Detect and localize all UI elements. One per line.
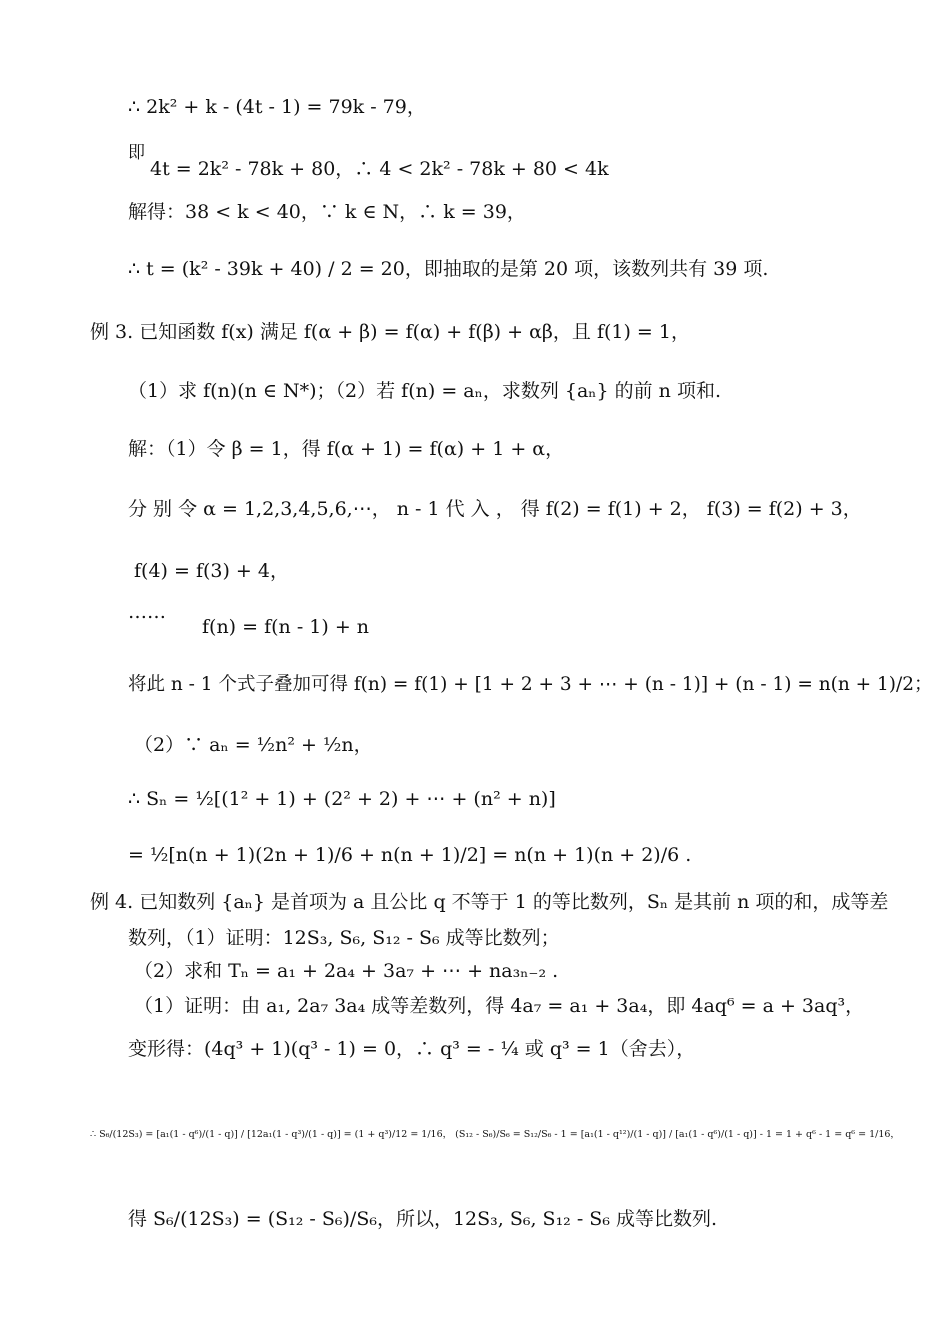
line-fn: f(n) = f(n - 1) + n [202,616,370,638]
example-3-statement: 例 3. 已知函数 f(x) 满足 f(α + β) = f(α) + f(β) + αβ，且 f(1) = 1， [90,321,690,343]
solution-step-1: 解：（1）令 β = 1，得 f(α + 1) = f(α) + 1 + α， [128,438,565,460]
line-03: 解得：38 < k < 40，∵ k ∈ N，∴ k = 39， [128,201,526,223]
example-4-statement: 例 4. 已知数列 {aₙ} 是首项为 a 且公比 q 不等于 1 的等比数列，Sₙ 是其前 n 项的和，成等差 [90,891,889,913]
example-3-questions: （1）求 f(n)(n ∈ N*)；（2）若 f(n) = aₙ，求数列 {aₙ} 的前 n 项和. [128,380,721,402]
line-04: ∴ t = (k² - 39k + 40) / 2 = 20，即抽取的是第 20 项，该数列共有 39 项. [128,258,769,280]
line-02: 4t = 2k² - 78k + 80，∴ 4 < 2k² - 78k + 80 < 4k [150,158,609,180]
proof-step-2: 变形得：(4q³ + 1)(q³ - 1) = 0，∴ q³ = - ¼ 或 q³ = 1（舍去）， [128,1038,696,1060]
example-4-part-2: （2）求和 Tₙ = a₁ + 2a₄ + 3a₇ + ⋯ + na₃ₙ₋₂ . [134,960,559,982]
example-4-part-1: 数列，（1）证明：12S₃, S₆, S₁₂ - S₆ 成等比数列； [128,927,560,949]
an-formula: （2）∵ aₙ = ½n² + ½n， [134,734,373,756]
sn-result: = ½[n(n + 1)(2n + 1)/6 + n(n + 1)/2] = n(n + 1)(n + 2)/6 . [128,844,692,866]
substitution-line: 分 别 令 α = 1,2,3,4,5,6,⋯， n - 1 代 入 ， 得 f(2) = f(1) + 2， f(3) = f(2) + 3， [128,498,862,520]
sum-result: 将此 n - 1 个式子叠加可得 f(n) = f(1) + [1 + 2 + 3 + ⋯ + (n - 1)] + (n - 1) = n(n + 1)/2； [128,674,933,695]
sn-expansion: ∴ Sₙ = ½[(1² + 1) + (2² + 2) + ⋯ + (n² + n)] [128,788,556,810]
ratio-computation: ∴ S₆/(12S₃) = [a₁(1 - q⁶)/(1 - q)] / [12a₁(1 - q³)/(1 - q)] = (1 + q³)/12 = 1/16， (S₁₂ - S₆)/S₆ = S₁₂/S₆ - 1 = [a₁(1 - q¹²)/(1 - q)] / [a₁(1 - q⁶)/(1 - q)] - 1 = 1 + q⁶ - 1 = q⁶ = 1/16， [90,1129,900,1140]
conclusion: 得 S₆/(12S₃) = (S₁₂ - S₆)/S₆，所以，12S₃, S₆, S₁₂ - S₆ 成等比数列. [128,1208,718,1230]
line-01: ∴ 2k² + k - (4t - 1) = 79k - 79， [128,96,426,118]
line-f4: f(4) = f(3) + 4， [134,560,289,582]
ellipsis: …… [128,601,166,623]
line-02-prefix: 即 [128,143,145,163]
proof-step-1: （1）证明：由 a₁, 2a₇ 3a₄ 成等差数列，得 4a₇ = a₁ + 3a₄，即 4aq⁶ = a + 3aq³， [134,995,865,1017]
